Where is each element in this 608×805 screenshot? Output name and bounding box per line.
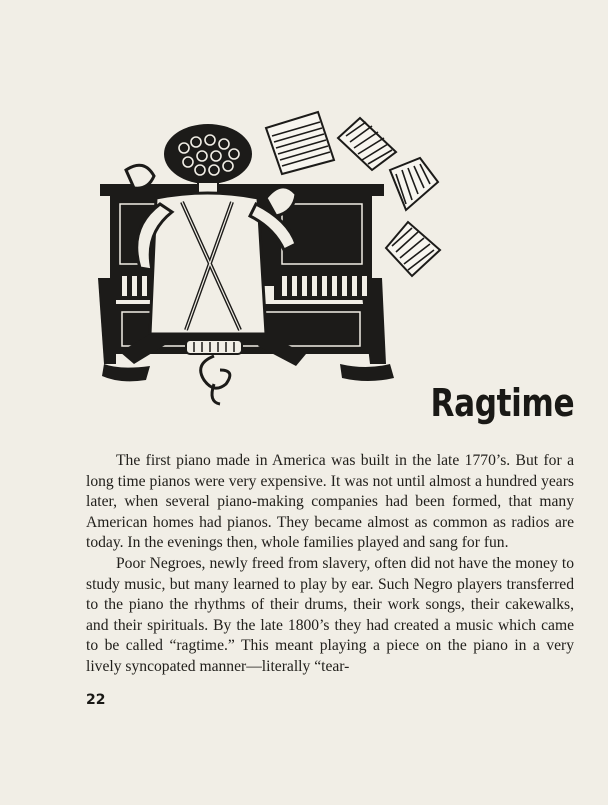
chapter-title: Ragtime [430,381,574,425]
paragraph: The first piano made in America was built in the late 1770’s. But for a long time pianos were very expensive. It was not until almost a hundred years later, when several piano-making companies had been formed, that many American homes had pianos. They became almost as common as radios are today. In the evenings then, whole families played and sang for fun. [86,452,574,552]
pianist-illustration [90,108,442,410]
sheet-music-icon [338,118,396,170]
sheet-music-icon [386,222,440,276]
paragraph: Poor Negroes, newly freed from slavery, often did not have the money to study music, but many learned to play by ear. Such Negro players transferred to the piano the rhythms of their drums, their work songs, their cakewalks, and their spirituals. By the late 1800’s they had created a music which came to be called “ragtime.” This meant playing a piece on the piano in a very lively syncopated manner—literally “tear- [86,554,574,675]
sheet-music-icon [266,112,334,174]
sheet-music-icon [390,158,438,210]
page-number: 22 [86,692,106,708]
body-text [86,451,574,678]
